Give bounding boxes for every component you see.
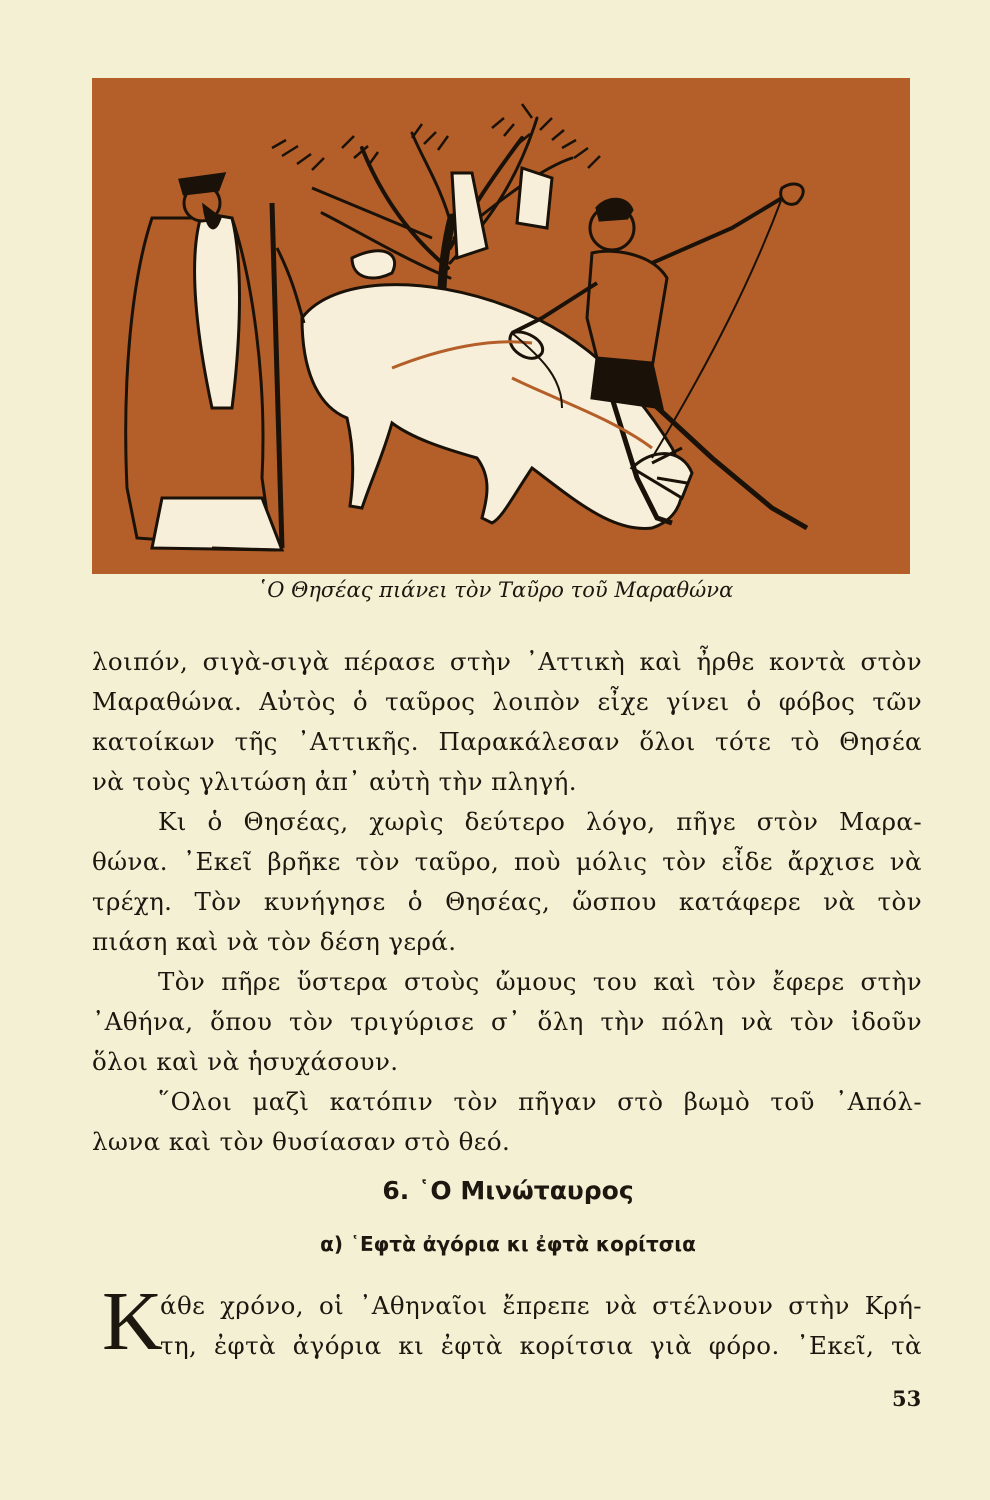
text-line: νὰ τοὺς γλιτώση ἀπ᾿ αὐτὴ τὴν πληγή.	[92, 767, 577, 796]
paragraph	[92, 642, 922, 802]
section-subtitle: α) ῾Εφτὰ ἀγόρια κι ἐφτὰ κορίτσια	[320, 1232, 696, 1256]
text-line: Μαραθώνα. Αὐτὸς ὁ ταῦρος λοιπὸν εἶχε γίνει ὁ φόβος τῶν	[92, 687, 922, 716]
text-line: τρέχη. Τὸν κυνήγησε ὁ Θησέας, ὥσπου κατάφερε νὰ τὸν	[92, 887, 922, 916]
text-line: ὅλοι καὶ νὰ ἡσυχάσουν.	[92, 1047, 399, 1076]
text-line: λωνα καὶ τὸν θυσίασαν στὸ θεό.	[92, 1127, 511, 1156]
text-line: λοιπόν, σιγὰ-σιγὰ πέρασε στὴν ᾿Αττικὴ καὶ ἦρθε κοντὰ στὸν	[92, 647, 922, 676]
theseus-bull-illustration	[92, 78, 910, 574]
figure-caption: ῾Ο Θησέας πιάνει τὸν Ταῦρο τοῦ Μαραθώνα	[256, 578, 734, 602]
body-text	[92, 642, 922, 1162]
paragraph	[92, 1082, 922, 1162]
text-line: πιάση καὶ νὰ τὸν δέση γερά.	[92, 927, 457, 956]
text-line: θώνα. ᾿Εκεῖ βρῆκε τὸν ταῦρο, ποὺ μόλις τὸν εἶδε ἄρχισε νὰ	[92, 847, 922, 876]
paragraph	[92, 802, 922, 962]
text-line: άθε χρόνο, οἱ ᾿Αθηναῖοι ἔπρεπε νὰ στέλνουν στὴν Κρή-	[160, 1291, 922, 1320]
text-line: τη, ἐφτὰ ἀγόρια κι ἐφτὰ κορίτσια γιὰ φόρο. ᾿Εκεῖ, τὰ	[160, 1331, 922, 1360]
section-title: 6. ῾Ο Μινώταυρος	[382, 1176, 634, 1205]
last-paragraph	[160, 1286, 922, 1366]
text-line: ᾿Αθήνα, ὅπου τὸν τριγύρισε σ᾿ ὅλη τὴν πόλη νὰ τὸν ἰδοῦν	[92, 1007, 922, 1036]
page-number: 53	[892, 1386, 922, 1411]
text-line: ῞Ολοι μαζὶ κατόπιν τὸν πῆγαν στὸ βωμὸ τοῦ ᾿Απόλ-	[158, 1087, 922, 1116]
drop-cap: Κ	[102, 1275, 163, 1368]
text-line: κατοίκων τῆς ᾿Αττικῆς. Παρακάλεσαν ὅλοι τότε τὸ Θησέα	[92, 727, 922, 756]
paragraph	[92, 962, 922, 1082]
text-line: Τὸν πῆρε ὕστερα στοὺς ὤμους του καὶ τὸν ἔφερε στὴν	[158, 967, 922, 996]
text-line: Κι ὁ Θησέας, χωρὶς δεύτερο λόγο, πῆγε στὸν Μαρα-	[158, 807, 922, 836]
